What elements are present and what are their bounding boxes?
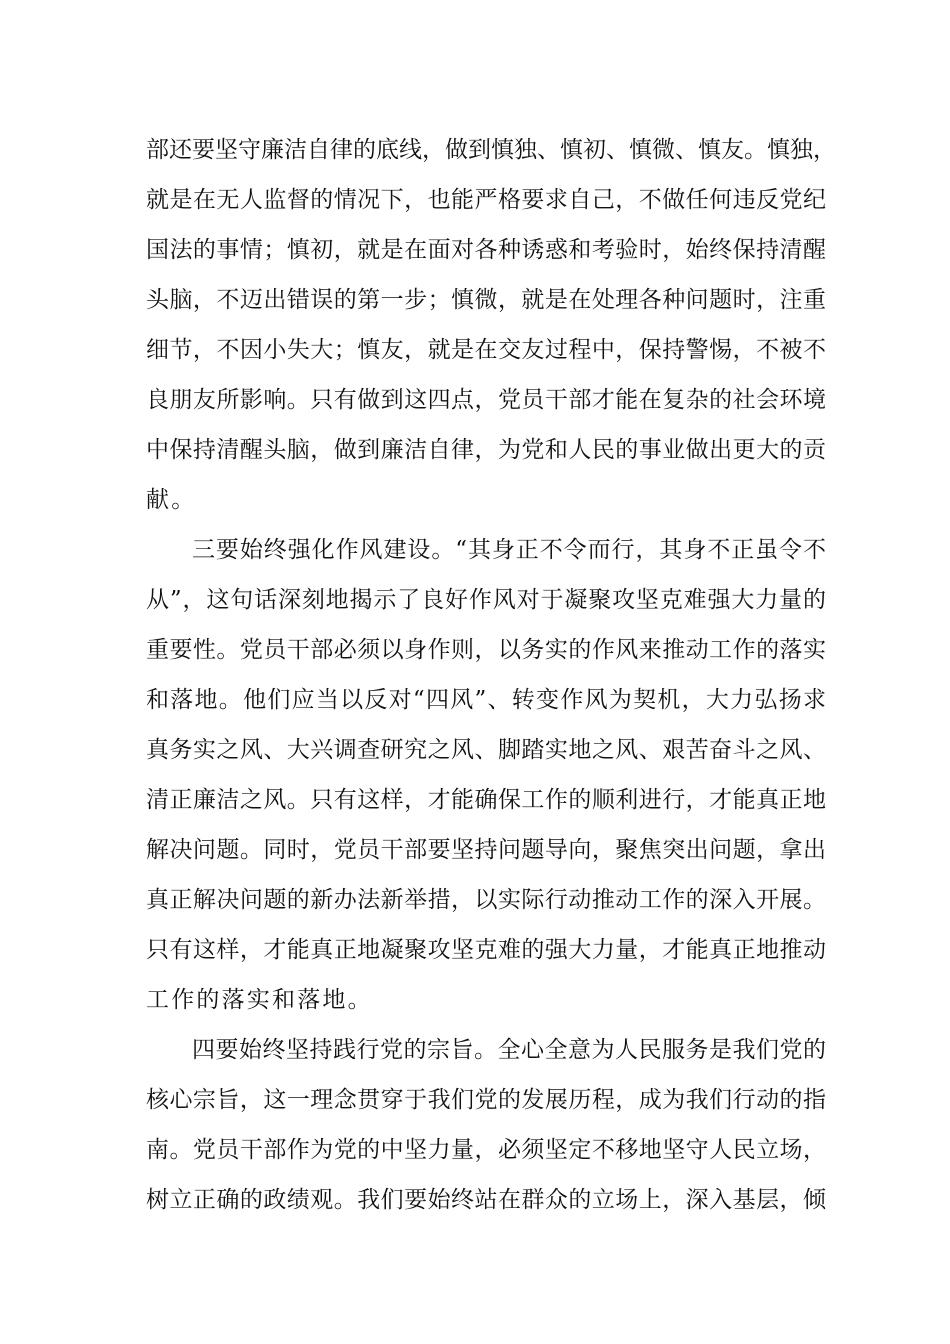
paragraph-first-line: 四要始终坚持践行党的宗旨。全心全意为人民服务是我们党的 bbox=[192, 1037, 826, 1063]
text-line: 重要性。党员干部必须以身作则，以务实的作风来推动工作的落实 bbox=[146, 637, 826, 663]
paragraph-first-line: 三要始终强化作风建设。“其身正不令而行，其身不正虽令不 bbox=[192, 537, 826, 563]
text-line: 南。党员干部作为党的中坚力量，必须坚定不移地坚守人民立场， bbox=[146, 1137, 826, 1163]
text-line: 真务实之风、大兴调查研究之风、脚踏实地之风、艰苦奋斗之风、 bbox=[146, 737, 826, 763]
text-line: 清正廉洁之风。只有这样，才能确保工作的顺利进行，才能真正地 bbox=[146, 787, 826, 813]
text-line: 头脑，不迈出错误的第一步；慎微，就是在处理各种问题时，注重 bbox=[146, 287, 826, 313]
text-line: 部还要坚守廉洁自律的底线，做到慎独、慎初、慎微、慎友。慎独， bbox=[146, 137, 836, 163]
text-line: 工作的落实和落地。 bbox=[146, 987, 373, 1013]
text-line: 树立正确的政绩观。我们要始终站在群众的立场上，深入基层，倾 bbox=[146, 1187, 826, 1213]
text-line: 就是在无人监督的情况下，也能严格要求自己，不做任何违反党纪 bbox=[146, 187, 826, 213]
text-line: 国法的事情；慎初，就是在面对各种诱惑和考验时，始终保持清醒 bbox=[146, 237, 826, 263]
text-line: 解决问题。同时，党员干部要坚持问题导向，聚焦突出问题，拿出 bbox=[146, 837, 826, 863]
text-line: 真正解决问题的新办法新举措，以实际行动推动工作的深入开展。 bbox=[146, 887, 826, 913]
text-line: 只有这样，才能真正地凝聚攻坚克难的强大力量，才能真正地推动 bbox=[146, 937, 826, 963]
text-line: 细节，不因小失大；慎友，就是在交友过程中，保持警惕，不被不 bbox=[146, 337, 826, 363]
text-line: 中保持清醒头脑，做到廉洁自律，为党和人民的事业做出更大的贡 bbox=[146, 437, 826, 463]
text-line: 献。 bbox=[146, 487, 197, 513]
text-line: 和落地。他们应当以反对“四风”、转变作风为契机，大力弘扬求 bbox=[146, 687, 826, 713]
text-line: 良朋友所影响。只有做到这四点，党员干部才能在复杂的社会环境 bbox=[146, 387, 826, 413]
text-line: 核心宗旨，这一理念贯穿于我们党的发展历程，成为我们行动的指 bbox=[146, 1087, 826, 1113]
text-line: 从”，这句话深刻地揭示了良好作风对于凝聚攻坚克难强大力量的 bbox=[146, 587, 826, 613]
